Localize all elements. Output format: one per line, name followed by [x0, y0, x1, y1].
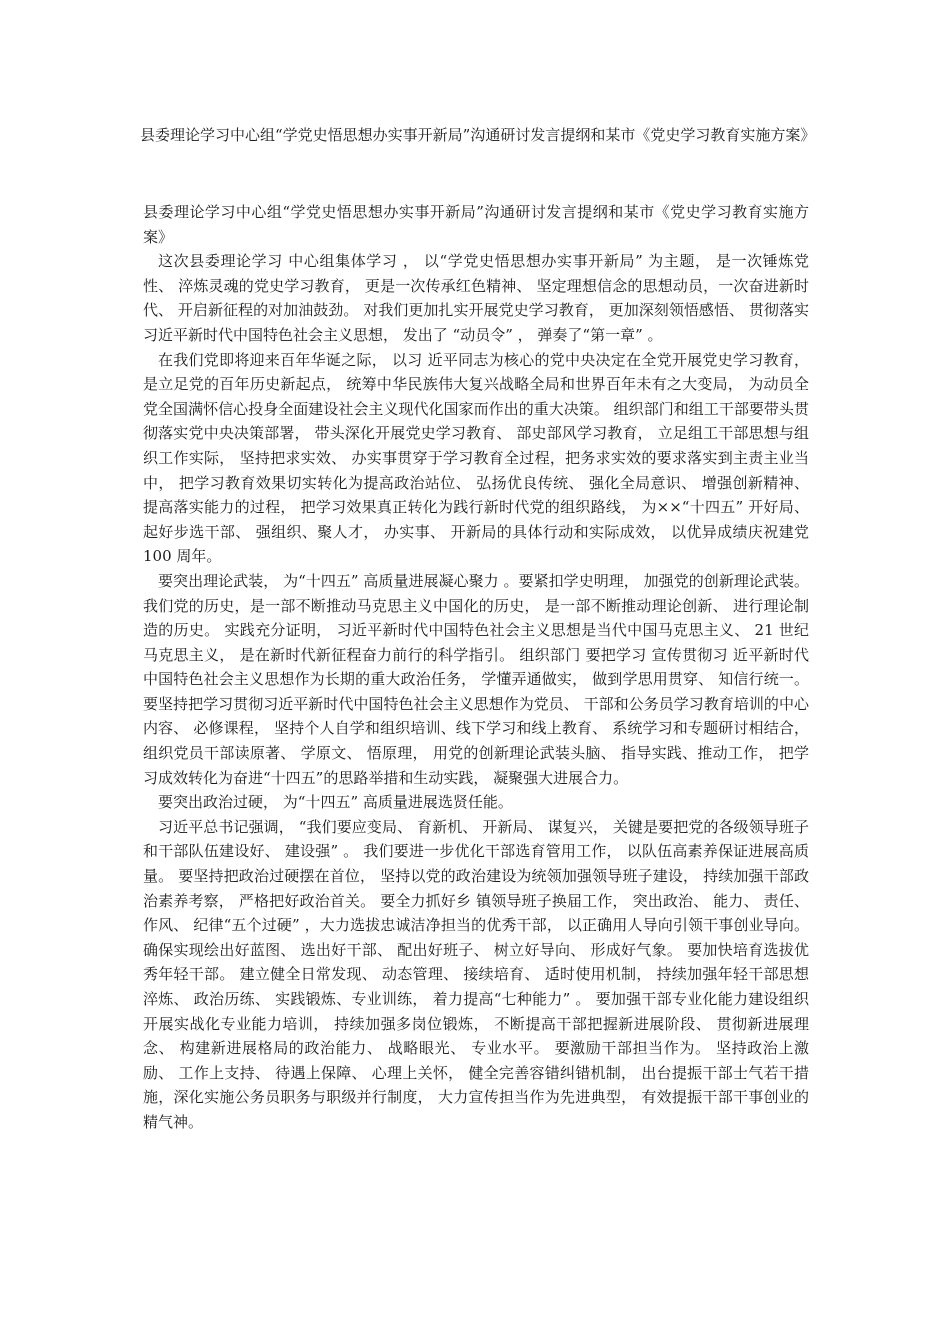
- document-subtitle: 县委理论学习中心组“学党史悟思想办实事开新局”沟通研讨发言提纲和某市《党史学习教育实施方案》: [143, 203, 809, 246]
- paragraph-background: 在我们党即将迎来百年华诞之际， 以习 近平同志为核心的党中央决定在全党开展党史学习教育， 是立足党的百年历史新起点， 统筹中华民族伟大复兴战略全局和世界百年未有之大变局， 为动员全党全国满怀信心投身全面建设社会主义现代化国家而作出的重大决策。 组织部门和组工干部要带头贯彻落实党中央决策部署， 带头深化开展党史学习教育、 部史部风学习教育， 立足组工干部思想与组织工作实际， 坚持把求实效、 办实事贯穿于学习教育全过程，把务求实效的要求落实到主责主业当中， 把学习教育效果切实转化为提高政治站位、 弘扬优良传统、 强化全局意识、 增强创新精神、 提高落实能力的过程， 把学习效果真正转化为践行新时代党的组织路线， 为××“十四五” 开好局、 起好步选干部、 强组织、聚人才， 办实事、 开新局的具体行动和实际成效， 以优异成绩庆祝建党 100 周年。: [143, 350, 809, 566]
- paragraph-cadres: 习近平总书记强调， “我们要应变局、 育新机、 开新局、 谋复兴， 关键是要把党的各级领导班子和干部队伍建设好、 建设强” 。 我们要进一步优化干部选育管用工作， 以队伍高素养保证进展高质量。 要坚持把政治过硬摆在首位， 坚持以党的政治建设为统领加强领导班子建设， 持续加强干部政治素养考察， 严格把好政治首关。 要全力抓好乡 镇领导班子换届工作， 突出政治、 能力、 责任、 作风、 纪律“五个过硬” ，大力选拔忠诚洁净担当的优秀干部， 以正确用人导向引领干事创业导向。 确保实现绘出好蓝图、 选出好干部、 配出好班子、 树立好导向、 形成好气象。 要加快培育选拔优秀年轻干部。 建立健全日常发现、 动态管理、 接续培育、 适时使用机制， 持续加强年轻干部思想淬炼、 政治历练、 实践锻炼、专业训练， 着力提高“七种能力” 。 要加强干部专业化能力建设组织开展实战化专业能力培训， 持续加强多岗位锻炼， 不断提高干部把握新进展阶段、 贯彻新进展理念、 构建新进展格局的政治能力、 战略眼光、 专业水平。 要激励干部担当作为。 坚持政治上激励、 工作上支持、 待遇上保障、 心理上关怀， 健全完善容错纠错机制， 出台提振干部士气若干措施，深化实施公务员职务与职级并行制度， 大力宣传担当作为先进典型， 有效提振干部干事创业的精气神。: [143, 817, 809, 1131]
- paragraph-intro: 这次县委理论学习 中心组集体学习 ， 以“学党史悟思想办实事开新局” 为主题， 是一次锤炼党性、 淬炼灵魂的党史学习教育， 更是一次传承红色精神、 坚定理想信念的思想动员，一次奋进新时代、 开启新征程的对加油鼓劲。 对我们更加扎实开展党史学习教育， 更加深刻领悟感悟、 贯彻落实习近平新时代中国特色社会主义思想， 发出了 “动员令” ， 弹奏了“第一章” 。: [143, 252, 809, 344]
- paragraph-politics-heading: 要突出政治过硬， 为“十四五” 高质量进展选贤任能。: [158, 793, 513, 812]
- paragraph-theory: 要突出理论武装， 为“十四五” 高质量进展凝心聚力 。要紧扣学史明理， 加强党的创新理论武装。 我们党的历史，是一部不断推动马克思主义中国化的历史， 是一部不断推动理论创新、 进行理论制造的历史。 实践充分证明， 习近平新时代中国特色社会主义思想是当代中国马克思主义、 21 世纪马克思主义， 是在新时代新征程奋力前行的科学指引。 组织部门 要把学习 宣传贯彻习 近平新时代中国特色社会主义思想作为长期的重大政治任务， 学懂弄通做实， 做到学思用贯穿、 知信行统一。 要坚持把学习贯彻习近平新时代中国特色社会主义思想作为党员、 干部和公务员学习教育培训的中心内容、 必修课程， 坚持个人自学和组织培训、线下学习和线上教育、 系统学习和专题研讨相结合， 组织党员干部读原著、 学原文、 悟原理， 用党的创新理论武装头脑、 指导实践、推动工作， 把学习成效转化为奋进“十四五”的思路举措和生动实践， 凝聚强大进展合力。: [143, 571, 809, 787]
- document-title: 县委理论学习中心组“学党史悟思想办实事开新局”沟通研讨发言提纲和某市《党史学习教育实施方案》: [140, 126, 816, 144]
- document-body: [143, 200, 809, 1135]
